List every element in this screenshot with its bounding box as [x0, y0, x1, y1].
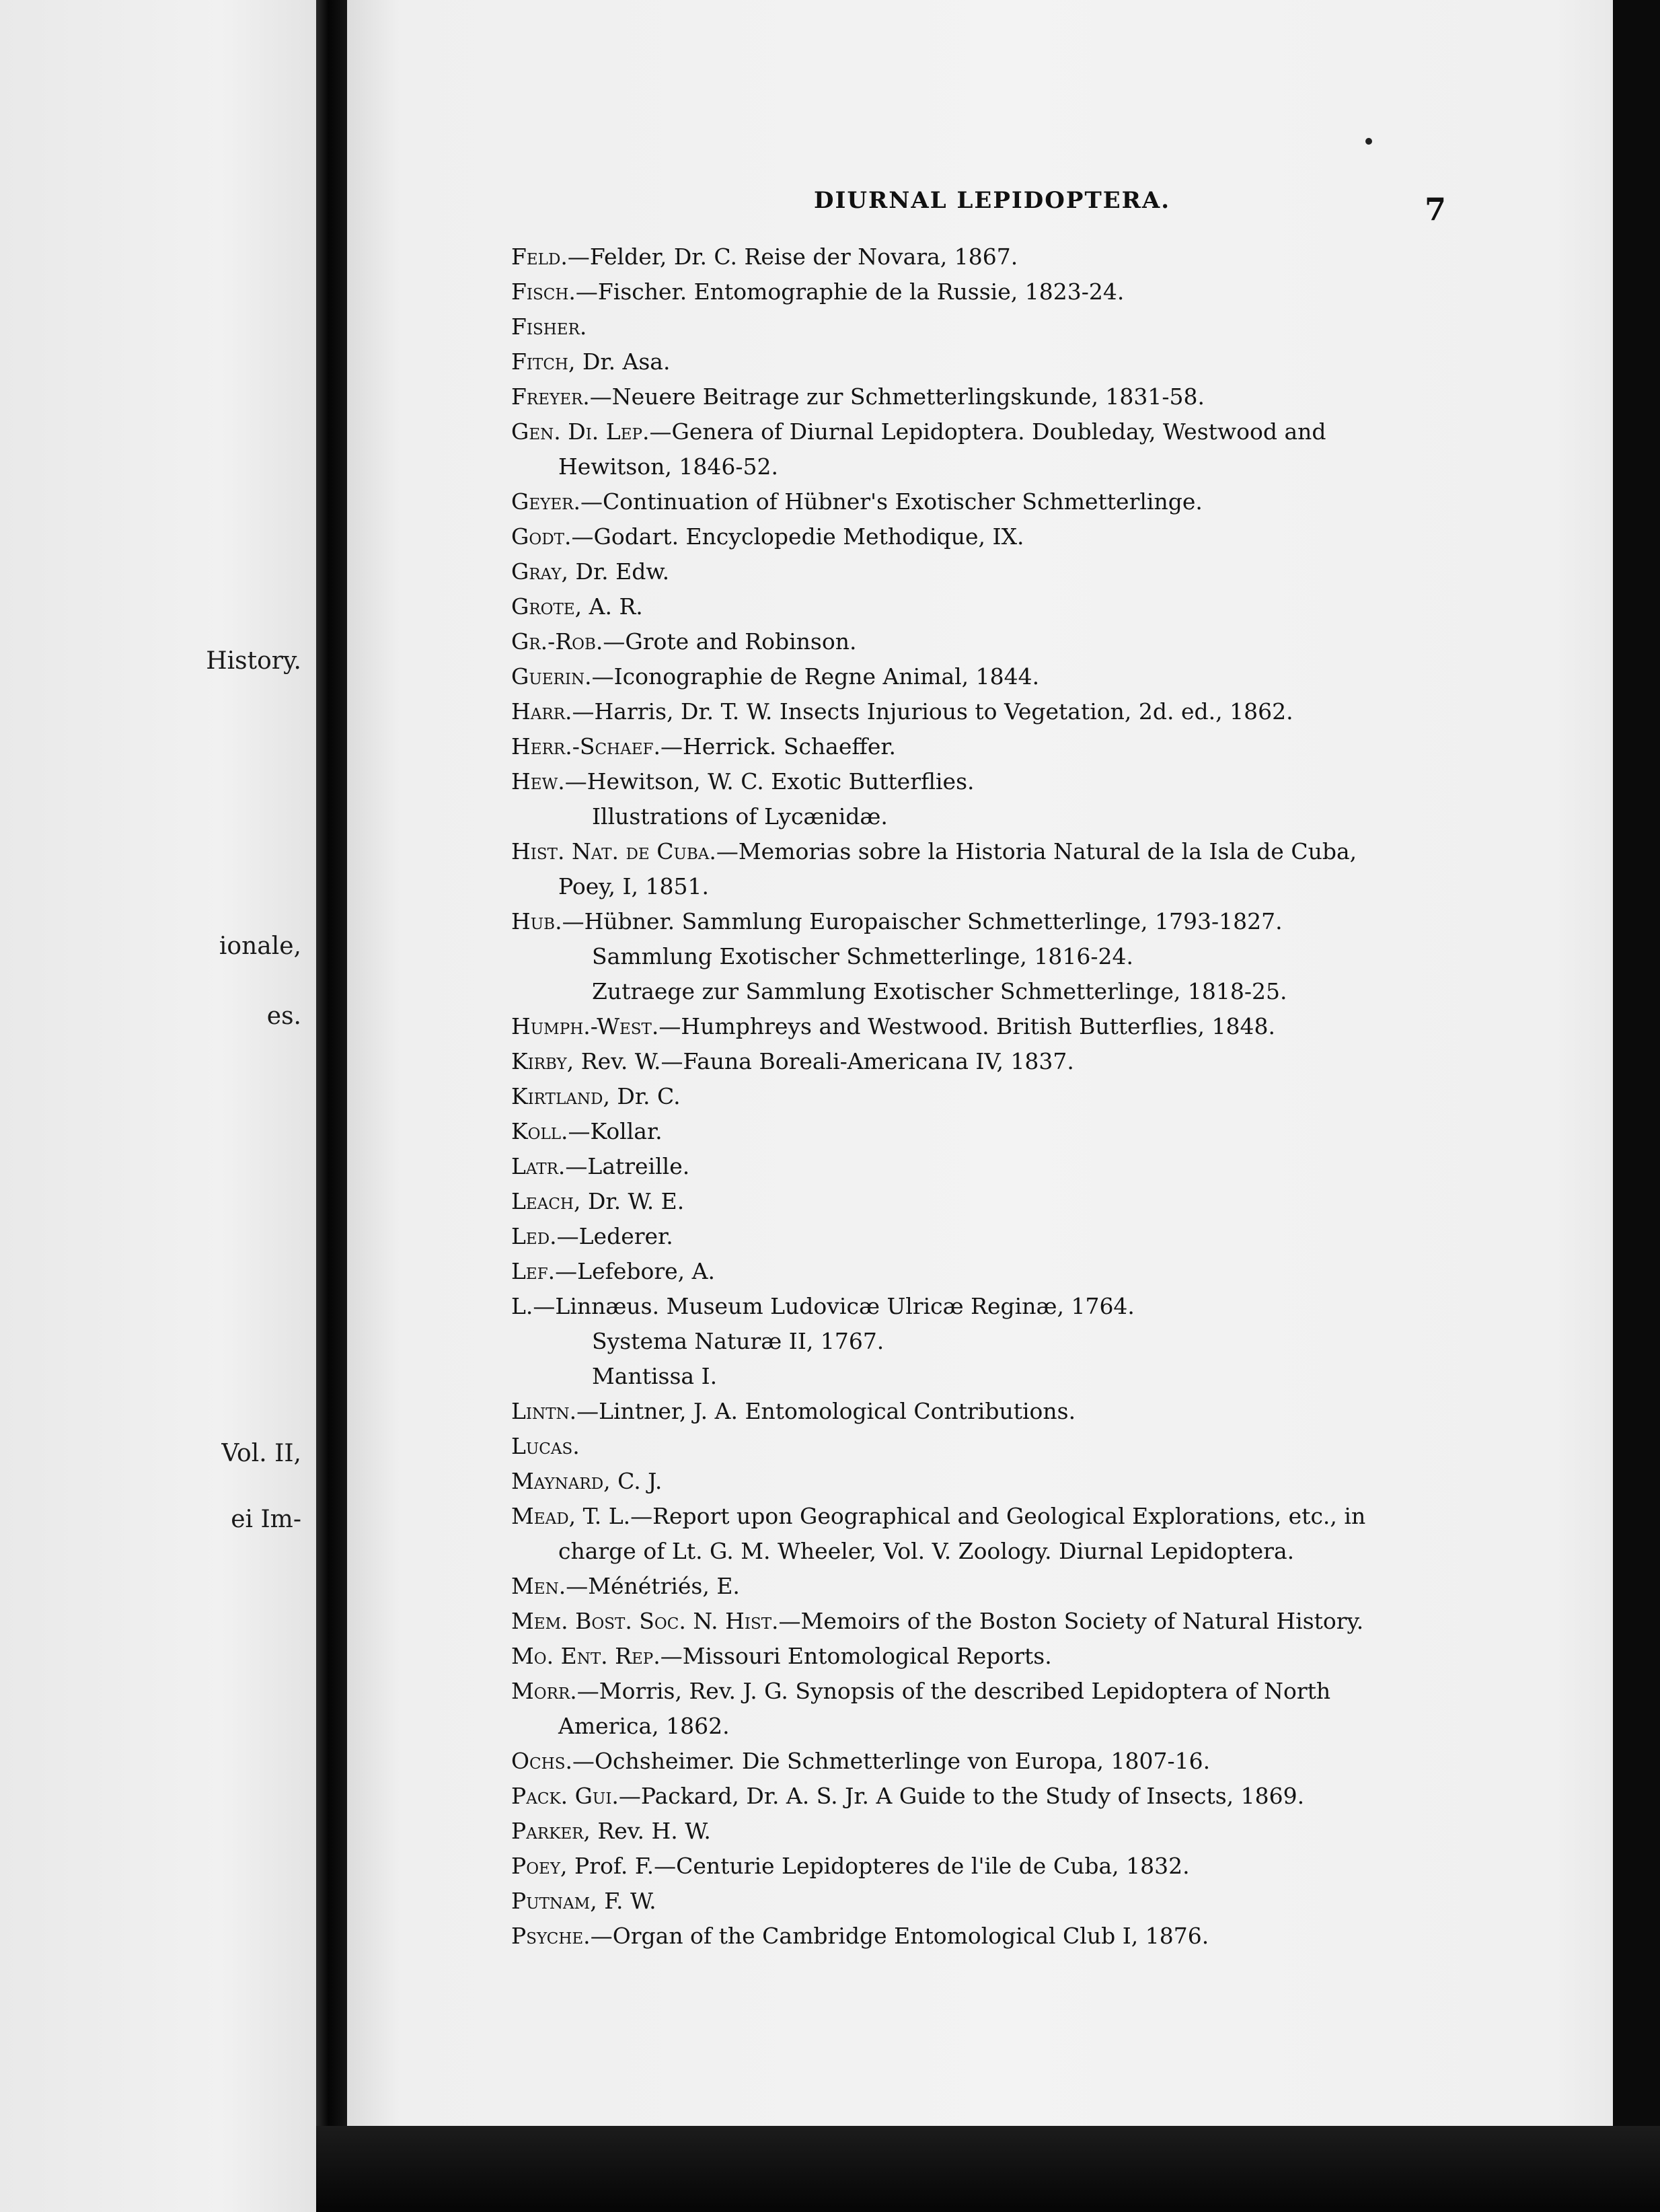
entry-text: —Iconographie de Regne Animal, 1844.: [591, 663, 1040, 690]
entry-text: —Morris, Rev. J. G. Synopsis of the described Lepidoptera of North: [576, 1678, 1331, 1704]
entry-text: Rev. H. W.: [590, 1818, 711, 1844]
left-page-fragment: History.: [206, 647, 301, 675]
entry-abbreviation: Mead,: [511, 1503, 576, 1529]
entry-text: charge of Lt. G. M. Wheeler, Vol. V. Zoology. Diurnal Lepidoptera.: [558, 1538, 1295, 1564]
list-item: [511, 484, 1446, 519]
list-item: [511, 939, 1446, 974]
entry-text: —Humphreys and Westwood. British Butterflies, 1848.: [658, 1013, 1275, 1039]
left-page-fragment: es.: [266, 1002, 301, 1030]
entry-abbreviation: Grote,: [511, 593, 582, 620]
entry-text: Poey, I, 1851.: [558, 873, 709, 899]
list-item: [511, 309, 1446, 344]
entry-text: Dr. Edw.: [568, 558, 670, 585]
entry-text: —Lintner, J. A. Entomological Contributions.: [576, 1398, 1076, 1424]
list-item: [511, 1569, 1446, 1604]
entry-text: —Grote and Robinson.: [603, 628, 857, 655]
entry-text: —Neuere Beitrage zur Schmetterlingskunde, 1831-58.: [589, 383, 1205, 410]
entry-abbreviation: Lucas.: [511, 1433, 580, 1459]
entry-abbreviation: Pack. Gui.: [511, 1783, 619, 1809]
list-item: [511, 274, 1446, 309]
entry-text: Dr. Asa.: [575, 348, 671, 375]
entry-text: —Lederer.: [556, 1223, 673, 1249]
scan-border-bottom: [316, 2126, 1660, 2212]
entry-text: Dr. W. E.: [580, 1188, 685, 1214]
list-item: [511, 799, 1446, 834]
entry-abbreviation: Feld.: [511, 244, 568, 270]
list-item: [511, 414, 1446, 449]
entry-text: —Ochsheimer. Die Schmetterlinge von Europa, 1807-16.: [572, 1748, 1211, 1774]
entry-abbreviation: Lef.: [511, 1258, 556, 1284]
list-item: [511, 1674, 1446, 1709]
entry-abbreviation: Hist. Nat. de Cuba.: [511, 838, 716, 864]
entry-abbreviation: Lintn.: [511, 1398, 577, 1424]
entry-text: Illustrations of Lycænidæ.: [592, 803, 888, 830]
list-item: [511, 1114, 1446, 1149]
entry-text: Rev. W.—Fauna Boreali-Americana IV, 1837.: [574, 1048, 1074, 1074]
list-item: [511, 1009, 1446, 1044]
entry-abbreviation: Men.: [511, 1573, 566, 1599]
entry-text: —Harris, Dr. T. W. Insects Injurious to Vegetation, 2d. ed., 1862.: [572, 698, 1293, 725]
entry-abbreviation: Koll.: [511, 1118, 568, 1144]
scan-border-right: [1613, 0, 1660, 2212]
entry-abbreviation: Fisch.: [511, 279, 576, 305]
list-item: [511, 834, 1446, 869]
entry-text: T. L.—Report upon Geographical and Geological Explorations, etc., in: [576, 1503, 1366, 1529]
page-number: 7: [1425, 191, 1447, 227]
list-item: [511, 764, 1446, 799]
list-item: [511, 1184, 1446, 1219]
list-item: [511, 344, 1446, 379]
entry-abbreviation: Maynard,: [511, 1468, 611, 1494]
entry-abbreviation: Harr.: [511, 698, 572, 725]
list-item: [511, 554, 1446, 589]
list-item: [511, 1534, 1446, 1569]
entry-text: A. R.: [582, 593, 643, 620]
list-item: [511, 729, 1446, 764]
entry-text: —Missouri Entomological Reports.: [660, 1643, 1052, 1669]
entry-abbreviation: Leach,: [511, 1188, 581, 1214]
entry-text: Systema Naturæ II, 1767.: [592, 1328, 884, 1354]
entry-text: —Genera of Diurnal Lepidoptera. Doubleday, Westwood and: [649, 418, 1326, 445]
entry-abbreviation: Psyche.: [511, 1923, 591, 1949]
running-head: DIURNAL LEPIDOPTERA.: [814, 187, 1171, 214]
list-item: [511, 1359, 1446, 1394]
list-item: [511, 379, 1446, 414]
entry-abbreviation: Godt.: [511, 523, 572, 550]
entry-text: —Kollar.: [568, 1118, 663, 1144]
list-item: [511, 694, 1446, 729]
list-item: [511, 519, 1446, 554]
list-item: [511, 1464, 1446, 1499]
list-item: [511, 1604, 1446, 1639]
list-item: [511, 1884, 1446, 1919]
entry-text: —Linnæus. Museum Ludovicæ Ulricæ Reginæ, 1764.: [533, 1293, 1135, 1319]
entry-abbreviation: Gen. Di. Lep.: [511, 418, 650, 445]
list-item: [511, 1639, 1446, 1674]
entry-abbreviation: Poey,: [511, 1853, 568, 1879]
entry-text: —Godart. Encyclopedie Methodique, IX.: [571, 523, 1024, 550]
entry-abbreviation: Fitch,: [511, 348, 576, 375]
book-spine: [316, 0, 347, 2212]
entry-text: —Memorias sobre la Historia Natural de la Isla de Cuba,: [716, 838, 1357, 864]
entry-abbreviation: Gr.-Rob.: [511, 628, 603, 655]
list-item: [511, 1289, 1446, 1324]
entry-abbreviation: Fisher.: [511, 314, 587, 340]
list-item: [511, 1499, 1446, 1534]
entry-text: C. J.: [610, 1468, 663, 1494]
entry-text: Mantissa I.: [592, 1363, 718, 1389]
entry-text: —Organ of the Cambridge Entomological Club I, 1876.: [590, 1923, 1209, 1949]
list-item: [511, 624, 1446, 659]
list-item: [511, 239, 1446, 274]
entry-abbreviation: Parker,: [511, 1818, 591, 1844]
list-item: [511, 1429, 1446, 1464]
entry-text: —Hewitson, W. C. Exotic Butterflies.: [564, 768, 975, 795]
list-item: [511, 1394, 1446, 1429]
entry-text: F. W.: [597, 1888, 656, 1914]
list-item: [511, 1219, 1446, 1254]
list-item: [511, 869, 1446, 904]
entry-abbreviation: Mem. Bost. Soc. N. Hist.: [511, 1608, 779, 1634]
entry-abbreviation: Led.: [511, 1223, 557, 1249]
entry-text: Zutraege zur Sammlung Exotischer Schmetterlinge, 1818-25.: [592, 978, 1287, 1004]
entry-text: —Packard, Dr. A. S. Jr. A Guide to the Study of Insects, 1869.: [618, 1783, 1305, 1809]
list-item: [511, 904, 1446, 939]
entry-abbreviation: Humph.-West.: [511, 1013, 659, 1039]
entry-text: Sammlung Exotischer Schmetterlinge, 1816-24.: [592, 943, 1133, 969]
entry-text: —Memoirs of the Boston Society of Natural History.: [778, 1608, 1364, 1634]
entry-abbreviation: Kirby,: [511, 1048, 574, 1074]
list-item: [511, 1709, 1446, 1744]
entry-abbreviation: L.: [511, 1293, 533, 1319]
entry-abbreviation: Herr.-Schaef.: [511, 733, 661, 760]
list-item: [511, 1779, 1446, 1814]
list-item: [511, 449, 1446, 484]
list-item: [511, 1254, 1446, 1289]
entry-text: —Hübner. Sammlung Europaischer Schmetterlinge, 1793-1827.: [562, 908, 1283, 934]
list-item: [511, 1814, 1446, 1849]
entry-abbreviation: Kirtland,: [511, 1083, 610, 1109]
entry-text: Dr. C.: [609, 1083, 681, 1109]
entry-abbreviation: Hew.: [511, 768, 565, 795]
entry-text: —Ménétriés, E.: [566, 1573, 740, 1599]
entry-text: Hewitson, 1846-52.: [558, 453, 779, 480]
entry-text: —Lefebore, A.: [555, 1258, 715, 1284]
left-page-fragment: Vol. II,: [221, 1440, 301, 1467]
list-item: [511, 1044, 1446, 1079]
entry-text: America, 1862.: [558, 1713, 730, 1739]
list-item: [511, 1744, 1446, 1779]
entry-abbreviation: Mo. Ent. Rep.: [511, 1643, 661, 1669]
list-item: [511, 589, 1446, 624]
list-item: [511, 1849, 1446, 1884]
entry-abbreviation: Latr.: [511, 1153, 566, 1179]
list-item: [511, 1324, 1446, 1359]
list-item: [511, 974, 1446, 1009]
left-page: [0, 0, 316, 2212]
list-item: [511, 659, 1446, 694]
entry-abbreviation: Ochs.: [511, 1748, 572, 1774]
entry-text: —Felder, Dr. C. Reise der Novara, 1867.: [567, 244, 1018, 270]
entry-abbreviation: Freyer.: [511, 383, 590, 410]
entry-abbreviation: Putnam,: [511, 1888, 597, 1914]
entry-abbreviation: Morr.: [511, 1678, 577, 1704]
entry-abbreviation: Geyer.: [511, 488, 580, 515]
left-page-fragment: ionale,: [219, 932, 301, 960]
entry-text: —Continuation of Hübner's Exotischer Schmetterlinge.: [580, 488, 1203, 515]
entry-text: —Fischer. Entomographie de la Russie, 1823-24.: [575, 279, 1125, 305]
entry-abbreviation: Hub.: [511, 908, 562, 934]
entry-abbreviation: Guerin.: [511, 663, 592, 690]
list-item: [511, 1149, 1446, 1184]
left-page-fragment: ei Im-: [231, 1506, 301, 1533]
entry-text: —Herrick. Schaeffer.: [660, 733, 896, 760]
entry-text: —Latreille.: [565, 1153, 690, 1179]
entry-text: Prof. F.—Centurie Lepidopteres de l'ile de Cuba, 1832.: [567, 1853, 1190, 1879]
list-item: [511, 1919, 1446, 1954]
list-item: [511, 1079, 1446, 1114]
abbreviation-list: [511, 239, 1446, 1954]
print-speck: [1365, 138, 1372, 145]
entry-abbreviation: Gray,: [511, 558, 569, 585]
